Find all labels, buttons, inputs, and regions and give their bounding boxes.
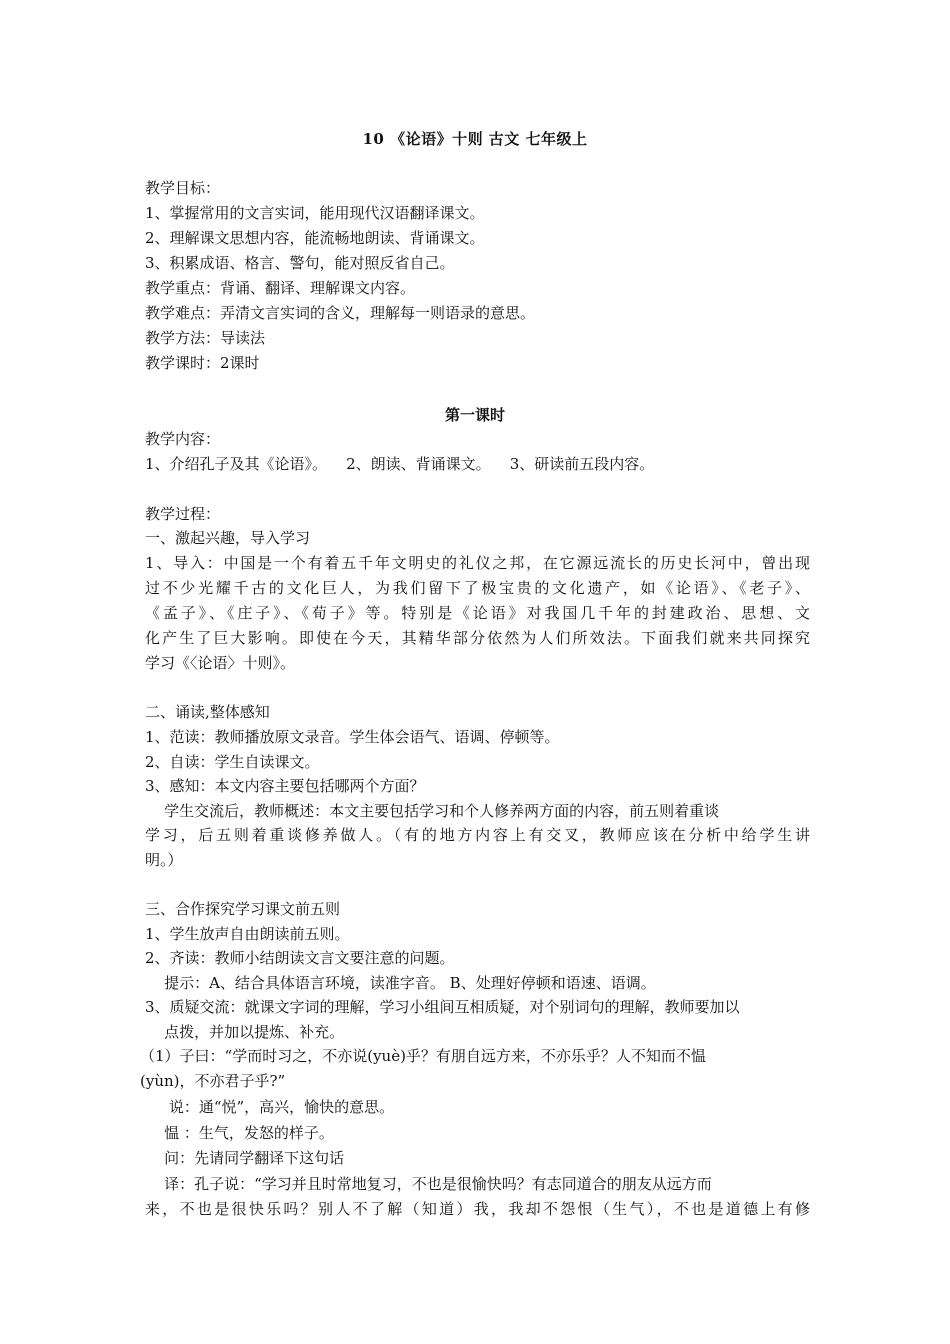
lesson1-heading: 第一课时 [444,406,505,424]
paragraph-line: 说：通“悦”，高兴，愉快的意思。 [145,1098,395,1116]
paragraph-line: 学习，后五则着重谈修养做人。（有的地方内容上有交叉，教师应该在分析中给学生讲 [145,826,810,844]
paragraph-line: 3、质疑交流：就课文字词的理解，学习小组间互相质疑，对个别词句的理解，教师要加以 [145,998,740,1016]
process-heading: 教学过程： [145,505,221,523]
paragraph-line: 愠 ：生气，发怒的样子。 [145,1124,334,1142]
teaching-method: 教学方法：导读法 [145,329,266,347]
paragraph-line: 《孟子》、《庄子》、《荀子》等。特别是《论语》对我国几千年的封建政治、思想、文 [145,604,810,622]
content-items: 1、介绍孔子及其《论语》。 2、朗读、背诵课文。 3、研读前五段内容。 [145,455,655,473]
section1-heading: 一、激起兴趣，导入学习 [145,529,311,547]
paragraph-line: 提示：A、结合具体语言环境，读准字音。 B、处理好停顿和语速、语调。 [145,974,656,992]
objective-item: 3、积累成语、格言、警句，能对照反省自己。 [145,254,455,272]
paragraph-line: 化产生了巨大影响。即使在今天，其精华部分依然为人们所效法。下面我们就来共同探究 [145,629,810,647]
objectives-heading: 教学目标： [145,179,221,197]
paragraph-line: 学生交流后，教师概述：本文主要包括学习和个人修养两方面的内容，前五则着重谈 [145,802,720,820]
paragraph-line: 1、导入：中国是一个有着五千年文明史的礼仪之邦，在它源远流长的历史长河中，曾出现 [145,554,810,572]
paragraph-line: 明。） [145,851,183,869]
paragraph-line: 1、学生放声自由朗读前五则。 [145,925,350,943]
class-hours: 教学课时：2课时 [145,354,260,372]
paragraph-line: 点拨，并加以提炼、补充。 [145,1023,345,1041]
paragraph-line: 学习《〈论语〉十则》。 [145,654,296,672]
paragraph-line: 1、范读：教师播放原文录音。学生体会语气、语调、停顿等。 [145,728,560,746]
difficulties: 教学难点：弄清文言实词的含义，理解每一则语录的意思。 [145,304,536,322]
key-points: 教学重点：背诵、翻译、理解课文内容。 [145,279,416,297]
paragraph-line: 过不少光耀千古的文化巨人，为我们留下了极宝贵的文化遗产，如《论语》、《老子》、 [145,579,810,597]
paragraph-line: 译：孔子说：“学习并且时常地复习，不也是很愉快吗？有志同道合的朋友从远方而 [145,1175,712,1193]
content-heading: 教学内容： [145,430,221,448]
paragraph-line: 来，不也是很快乐吗？别人不了解（知道）我，我却不怨恨（生气），不也是道德上有修 [145,1200,810,1218]
objective-item: 1、掌握常用的文言实词，能用现代汉语翻译课文。 [145,204,485,222]
paragraph-line: 2、自读：学生自读课文。 [145,753,320,771]
paragraph-line: (yùn)，不亦君子乎?” [140,1072,286,1090]
document-title: 10 《论语》十则 古文 七年级上 [362,130,588,148]
objective-item: 2、理解课文思想内容，能流畅地朗读、背诵课文。 [145,229,485,247]
paragraph-line: 2、齐读：教师小结朗读文言文要注意的问题。 [145,949,455,967]
paragraph-line: 3、感知：本文内容主要包括哪两个方面？ [145,777,425,795]
section3-heading: 三、合作探究学习课文前五则 [145,900,341,918]
paragraph-line: 问：先请同学翻译下这句话 [145,1149,345,1167]
section2-heading: 二、诵读,整体感知 [145,703,270,721]
paragraph-line: （1）子曰：“学而时习之，不亦说(yuè)乎？有朋自远方来，不亦乐乎？人不知而不愠 [140,1047,706,1065]
